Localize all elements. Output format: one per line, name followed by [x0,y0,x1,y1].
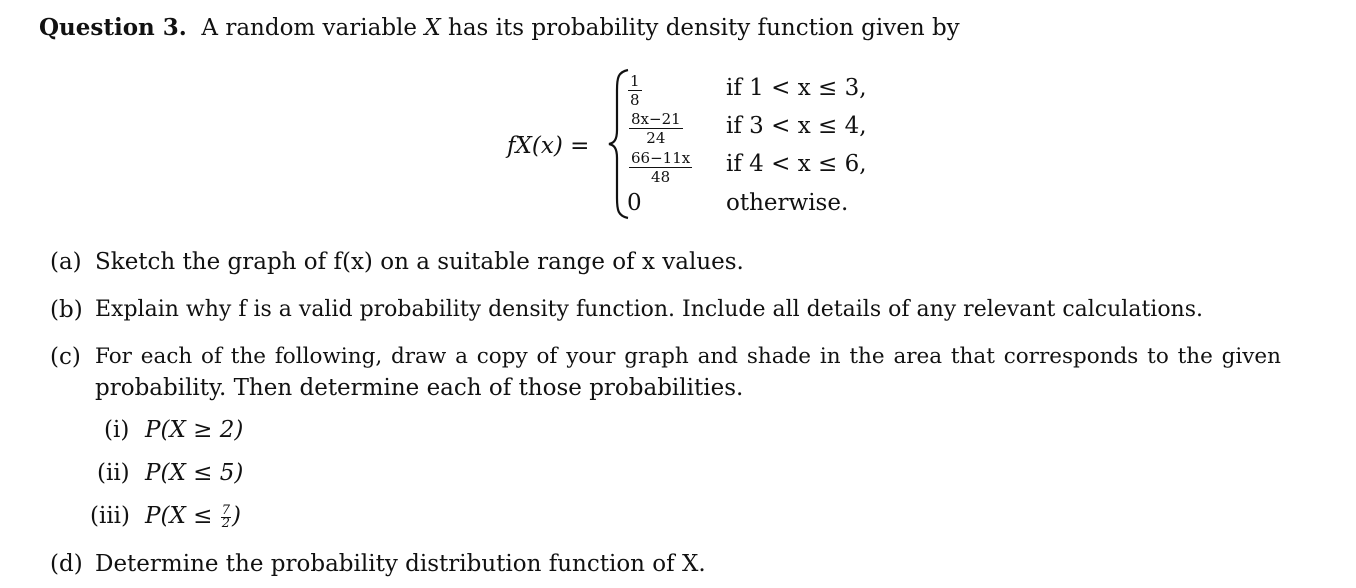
subpart-i-text: P(X ≥ 2) [145,417,244,443]
case2-fraction [629,111,683,146]
question-heading [39,14,960,42]
subpart-ii-label: (ii) [97,460,130,486]
case1-numerator: 1 [630,72,640,90]
subpart-iii-numerator: 7 [221,502,230,518]
part-c-line2: probability. Then determine each of those probabilities. [95,375,744,401]
subpart-i-label: (i) [104,417,130,443]
part-b-text: Explain why f is a valid probability density function. Include all details of any relevant calculations. [95,297,1204,322]
part-a-text: Sketch the graph of f(x) on a suitable range of x values. [95,249,744,275]
part-c-label: (c) [50,344,81,370]
case4-value: 0 [627,190,642,216]
case2-condition: if 3 < x ≤ 4, [726,113,867,139]
case2-denominator: 24 [646,129,666,147]
part-c-line1: For each of the following, draw a copy of your graph and shade in the area that corresponds to the given [95,344,1281,369]
pdf-lhs: fX(x) = [507,133,590,159]
case3-numerator: 66−11x [631,149,691,167]
case1-condition: if 1 < x ≤ 3, [726,75,867,101]
subpart-ii-text: P(X ≤ 5) [145,460,244,486]
case3-fraction [629,150,692,185]
case1-denominator: 8 [630,91,640,109]
subpart-iii-fraction [221,502,231,531]
part-d-text: Determine the probability distribution function of X. [95,551,706,577]
case2-numerator: 8x−21 [631,110,681,128]
case3-denominator: 48 [651,168,671,186]
case4-condition: otherwise. [726,190,849,216]
case3-condition: if 4 < x ≤ 6, [726,151,867,177]
intro-text-1: A random variable [201,15,425,41]
intro-variable: X [424,15,441,41]
subpart-iii-prefix: P(X ≤ [145,503,220,529]
subpart-iii-text [145,502,241,530]
question-label: Question 3. [39,14,187,41]
intro-text-2: has its probability density function given by [440,15,960,41]
part-b-label: (b) [50,297,83,323]
subpart-iii-suffix: ) [232,503,241,529]
subpart-iii-label: (iii) [90,503,131,529]
case1-fraction [628,73,642,108]
part-d-label: (d) [50,551,83,577]
subpart-iii-denominator: 2 [221,515,230,531]
part-a-label: (a) [50,249,82,275]
